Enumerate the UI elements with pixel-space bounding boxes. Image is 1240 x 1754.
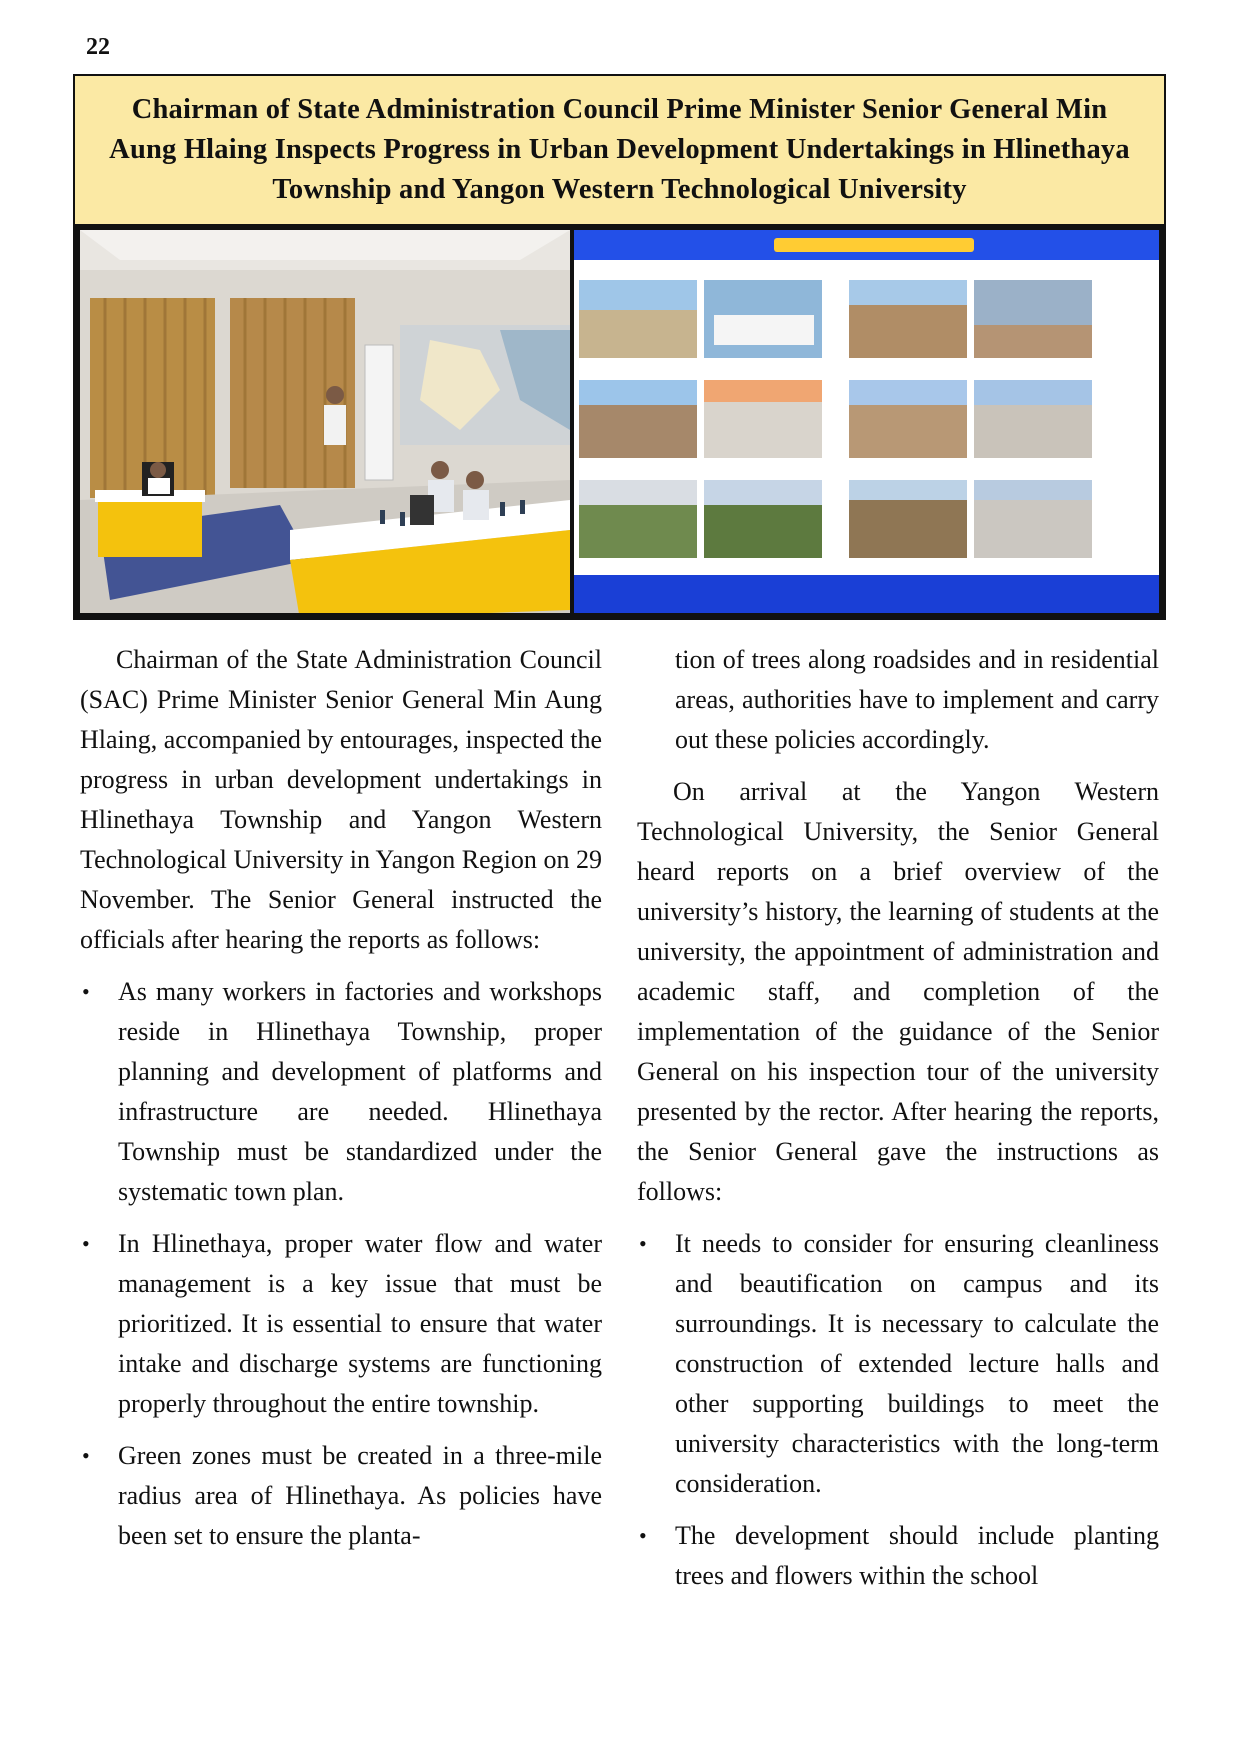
list-item	[637, 1224, 1159, 1504]
article-column-left	[80, 640, 602, 1568]
instruction-list-right	[637, 1224, 1159, 1596]
list-item-text: As many workers in factories and workshops reside in Hlinethaya Township, proper planning and development of platforms and infrastructure are needed. Hlinethaya Township must be standardized under the systematic town plan.	[118, 977, 602, 1206]
list-item-text: It needs to consider for ensuring cleanliness and beautification on campus and its surroundings. It is necessary to calculate the construction of extended lecture halls and other supporting buildings to meet the university characteristics with the long-term consideration.	[675, 1229, 1159, 1498]
progress-slide-photo	[574, 230, 1159, 613]
article-column-right	[637, 640, 1159, 1608]
meeting-room-photo	[80, 230, 570, 613]
list-item	[637, 1516, 1159, 1596]
photo-strip	[73, 226, 1166, 620]
instruction-list-left	[80, 972, 602, 1556]
bullet-icon: •	[82, 1231, 90, 1256]
bullet-icon: •	[82, 979, 90, 1004]
list-item	[80, 1436, 602, 1556]
bullet-icon: •	[82, 1443, 90, 1468]
page-number: 22	[86, 34, 110, 60]
list-item	[80, 1224, 602, 1424]
headline: Chairman of State Administration Council Prime Minister Senior General Min Aung Hlaing Inspects Progress in Urban Development Undertakings in Hlinethaya Township and Yangon Western Technological University	[109, 94, 1130, 205]
university-paragraph: On arrival at the Yangon Western Technological University, the Senior General heard reports on a brief overview of the university’s history, the learning of students at the university, the appointment of administration and academic staff, and completion of the implementation of the guidance of the Senior General on his inspection tour of the university presented by the rector. After hearing the reports, the Senior General gave the instructions as follows:	[637, 777, 1159, 1206]
continuation-paragraph: tion of trees along roadsides and in residential areas, authorities have to implement and carry out these policies accordingly.	[675, 645, 1159, 754]
bullet-icon: •	[639, 1231, 647, 1256]
bullet-icon: •	[639, 1523, 647, 1548]
intro-paragraph: Chairman of the State Administration Council (SAC) Prime Minister Senior General Min Aung Hlaing, accompanied by entourages, inspected the progress in urban development undertakings in Hlinethaya Township and Yangon Western Technological University in Yangon Region on 29 November. The Senior General instructed the officials after hearing the reports as follows:	[80, 645, 602, 954]
list-item-text: The development should include planting trees and flowers within the school	[675, 1521, 1159, 1590]
list-item-text: In Hlinethaya, proper water flow and water management is a key issue that must be prioritized. It is essential to ensure that water intake and discharge systems are functioning properly throughout the entire township.	[118, 1229, 602, 1418]
list-item	[80, 972, 602, 1212]
list-item-text: Green zones must be created in a three-mile radius area of Hlinethaya. As policies have been set to ensure the planta-	[118, 1441, 602, 1550]
headline-box	[73, 74, 1166, 226]
